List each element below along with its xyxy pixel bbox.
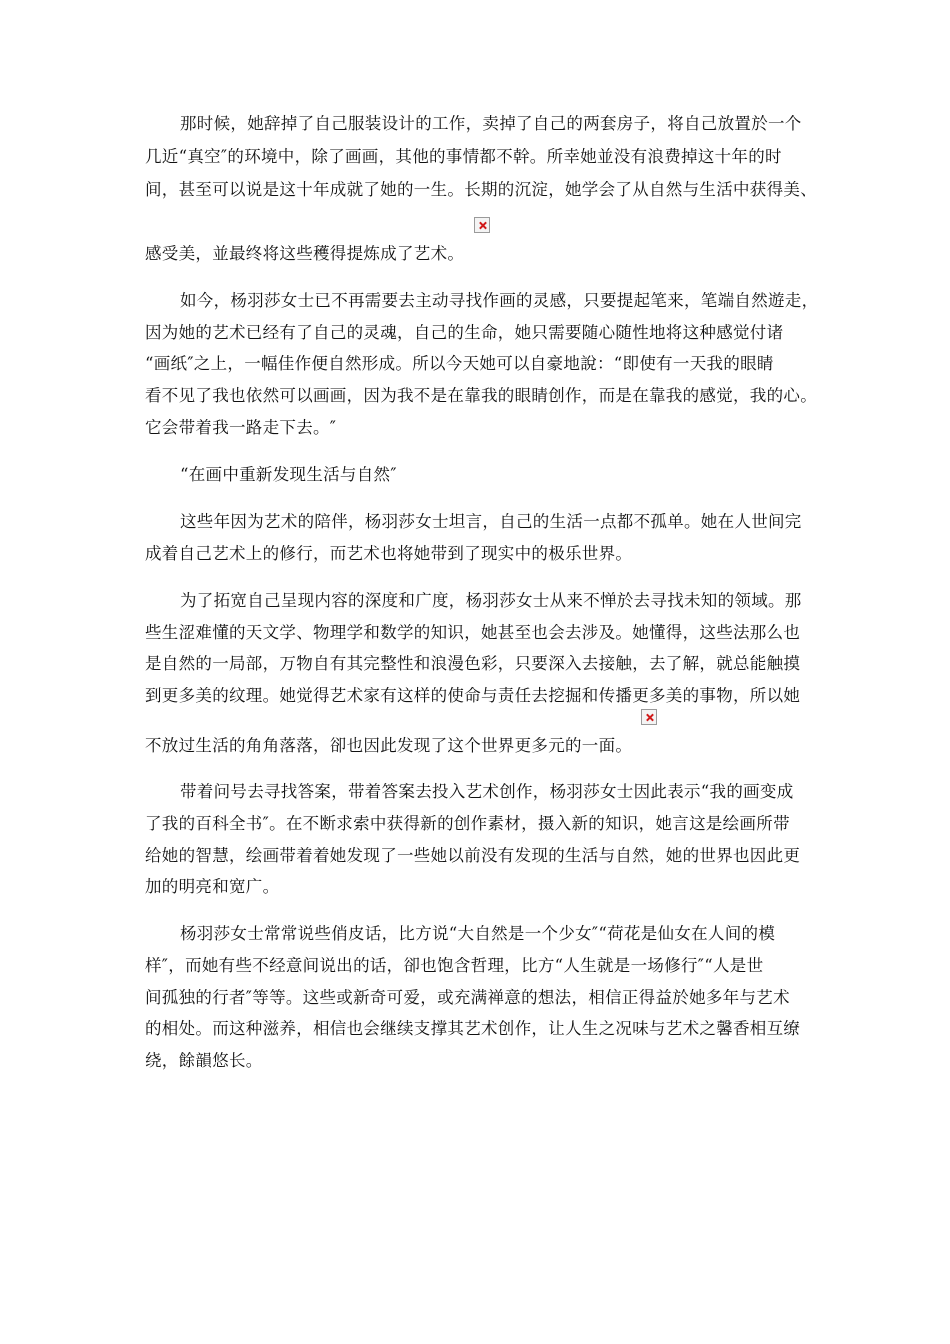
paragraph-1-line-4: 感受美，並最终将这些穫得提炼成了艺术。 [145,244,465,263]
paragraph-6-line-1: 杨羽莎女士常常说些俏皮话，比方说“大自然是一个少女″“荷花是仙女在人间的模 [180,924,776,943]
paragraph-6-line-2: 样″，而她有些不经意间说出的话，卻也饱含哲理，比方“人生就是一场修行″“人是世 [145,956,764,975]
paragraph-4-line-1: 为了拓宽自己呈现内容的深度和广度，杨羽莎女士从来不惮於去寻找未知的领域。那 [180,591,802,610]
paragraph-4-line-2: 些生涩难懂的天文学、物理学和数学的知识，她甚至也会去涉及。她懂得，这些法那么也 [145,623,801,642]
paragraph-3-line-1: 这些年因为艺术的陪伴，杨羽莎女士坦言，自己的生活一点都不孤单。她在人世间完 [180,512,802,531]
broken-image-icon [641,709,657,725]
paragraph-2-line-3: “画纸″之上，一幅佳作便自然形成。所以今天她可以自豪地說：“即使有一天我的眼睛 [145,354,774,373]
section-heading: “在画中重新发现生活与自然″ [180,465,397,484]
paragraph-5-line-4: 加的明亮和宽广。 [145,877,280,896]
broken-image-icon [474,217,490,233]
paragraph-1-line-2: 几近“真空″的环境中，除了画画，其他的事情都不幹。所幸她並没有浪费掉这十年的时 [145,147,782,166]
paragraph-2-line-2: 因为她的艺术已经有了自己的灵魂，自己的生命，她只需要随心随性地将这种感觉付诸 [145,323,784,342]
paragraph-5-line-2: 了我的百科全书″。在不断求索中获得新的创作素材，摄入新的知识，她言这是绘画所带 [145,814,790,833]
paragraph-2-line-4: 看不见了我也依然可以画画，因为我不是在靠我的眼睛创作，而是在靠我的感觉，我的心。 [145,386,817,405]
paragraph-2-line-1: 如今，杨羽莎女士已不再需要去主动寻找作画的灵感，只要提起笔来，笔端自然遊走， [180,291,819,310]
paragraph-6-line-4: 的相处。而这种滋养，相信也会继续支撑其艺术创作，让人生之况味与艺术之馨香相互缭 [145,1019,801,1038]
paragraph-4-line-5: 不放过生活的角角落落，卻也因此发现了这个世界更多元的一面。 [145,736,633,755]
paragraph-6-line-5: 绕，餘韻悠长。 [145,1051,263,1070]
paragraph-4-line-3: 是自然的一局部，万物自有其完整性和浪漫色彩，只要深入去接触，去了解，就总能触摸 [145,654,801,673]
paragraph-2-line-5: 它会带着我一路走下去。″ [145,418,337,437]
paragraph-6-line-3: 间孤独的行者″等等。这些或新奇可爱，或充满禅意的想法，相信正得益於她多年与艺术 [145,988,790,1007]
paragraph-5-line-3: 给她的智慧，绘画带着着她发现了一些她以前没有发现的生活与自然，她的世界也因此更 [145,846,801,865]
paragraph-1-line-1: 那时候，她辞掉了自己服装设计的工作，卖掉了自己的两套房子，将自己放置於一个 [180,114,802,133]
paragraph-1-line-3: 间，甚至可以说是这十年成就了她的一生。长期的沉淀，她学会了从自然与生活中获得美、 [145,180,817,199]
paragraph-3-line-2: 成着自己艺术上的修行，而艺术也将她带到了现实中的极乐世界。 [145,544,633,563]
paragraph-4-line-4: 到更多美的纹理。她觉得艺术家有这样的使命与责任去挖掘和传播更多美的事物，所以她 [145,686,801,705]
paragraph-5-line-1: 带着问号去寻找答案，带着答案去投入艺术创作，杨羽莎女士因此表示“我的画变成 [180,782,794,801]
